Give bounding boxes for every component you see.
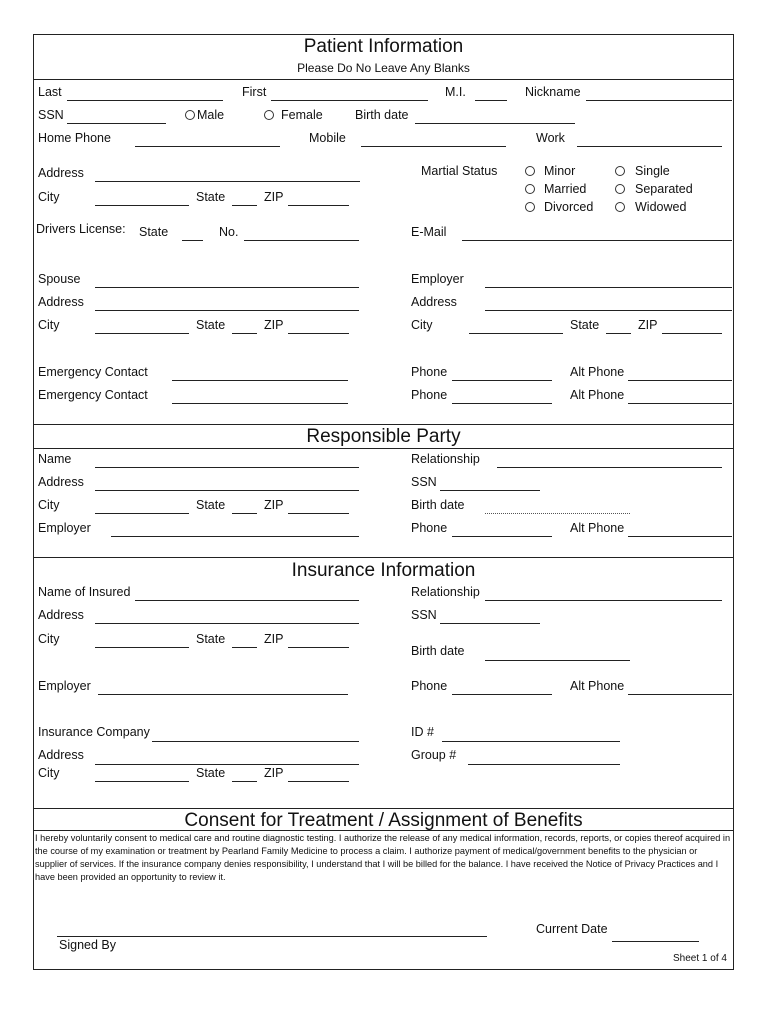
- ins-company-city-field[interactable]: [95, 781, 189, 782]
- sheet-number: Sheet 1 of 4: [673, 953, 727, 964]
- address-label: Address: [38, 166, 84, 180]
- emergency-alt-phone-2-field[interactable]: [628, 403, 732, 404]
- birth-date-label: Birth date: [355, 108, 409, 122]
- ins-company-zip-field[interactable]: [288, 781, 349, 782]
- single-label: Single: [635, 164, 670, 178]
- ins-id-label: ID #: [411, 725, 434, 739]
- employer-state-label: State: [570, 318, 600, 332]
- employer-address-label: Address: [411, 295, 457, 309]
- minor-label: Minor: [544, 164, 576, 178]
- rp-phone-field[interactable]: [452, 536, 552, 537]
- ins-company-city-label: City: [38, 766, 60, 780]
- ins-address-field[interactable]: [95, 623, 359, 624]
- rp-alt-phone-field[interactable]: [628, 536, 732, 537]
- spouse-field[interactable]: [95, 287, 359, 288]
- ins-relationship-field[interactable]: [485, 600, 722, 601]
- ins-company-zip-label: ZIP: [264, 766, 284, 780]
- ins-zip-label: ZIP: [264, 632, 284, 646]
- ins-id-field[interactable]: [442, 741, 620, 742]
- spouse-city-label: City: [38, 318, 60, 332]
- email-label: E-Mail: [411, 225, 447, 239]
- widowed-label: Widowed: [635, 200, 687, 214]
- employer-address-field[interactable]: [485, 310, 732, 311]
- emergency-alt-phone-1-label: Alt Phone: [570, 365, 625, 379]
- ins-group-label: Group #: [411, 748, 457, 762]
- emergency-alt-phone-1-field[interactable]: [628, 380, 732, 381]
- state-label: State: [196, 190, 226, 204]
- first-name-label: First: [242, 85, 267, 99]
- rp-alt-phone-label: Alt Phone: [570, 521, 625, 535]
- ins-name-label: Name of Insured: [38, 585, 131, 599]
- first-name-field[interactable]: [271, 100, 428, 101]
- signed-by-label: Signed By: [59, 938, 116, 952]
- current-date-label: Current Date: [536, 922, 608, 936]
- ins-zip-field[interactable]: [288, 647, 349, 648]
- rp-city-label: City: [38, 498, 60, 512]
- female-label: Female: [281, 108, 323, 122]
- section-divider: [33, 448, 734, 449]
- rp-ssn-field[interactable]: [440, 490, 540, 491]
- ins-state-field[interactable]: [232, 647, 257, 648]
- patient-section-title: Patient Information: [303, 36, 464, 57]
- minor-radio[interactable]: [525, 166, 535, 176]
- employer-zip-label: ZIP: [638, 318, 658, 332]
- emergency-phone-1-label: Phone: [411, 365, 448, 379]
- nickname-field[interactable]: [586, 100, 732, 101]
- ins-employer-field[interactable]: [98, 694, 348, 695]
- ins-company-address-label: Address: [38, 748, 84, 762]
- married-radio[interactable]: [525, 184, 535, 194]
- spouse-zip-label: ZIP: [264, 318, 284, 332]
- middle-initial-field[interactable]: [475, 100, 507, 101]
- dl-state-field[interactable]: [182, 240, 203, 241]
- rp-name-field[interactable]: [95, 467, 359, 468]
- rp-city-field[interactable]: [95, 513, 189, 514]
- ins-employer-label: Employer: [38, 679, 91, 693]
- signature-field[interactable]: [57, 936, 487, 937]
- section-divider: [33, 830, 734, 831]
- state-field[interactable]: [232, 205, 257, 206]
- ins-alt-phone-field[interactable]: [628, 694, 732, 695]
- rp-relationship-field[interactable]: [497, 467, 722, 468]
- city-label: City: [38, 190, 60, 204]
- nickname-label: Nickname: [525, 85, 581, 99]
- ssn-label: SSN: [38, 108, 64, 122]
- ins-company-state-label: State: [196, 766, 226, 780]
- home-phone-label: Home Phone: [38, 131, 111, 145]
- ins-city-field[interactable]: [95, 647, 189, 648]
- spouse-city-field[interactable]: [95, 333, 189, 334]
- spouse-address-label: Address: [38, 295, 84, 309]
- rp-birth-date-field[interactable]: [485, 513, 630, 514]
- rp-state-label: State: [196, 498, 226, 512]
- emergency-phone-2-field[interactable]: [452, 403, 552, 404]
- separated-radio[interactable]: [615, 184, 625, 194]
- married-label: Married: [544, 182, 587, 196]
- ins-state-label: State: [196, 632, 226, 646]
- rp-employer-field[interactable]: [111, 536, 359, 537]
- employer-label: Employer: [411, 272, 464, 286]
- middle-initial-label: M.I.: [445, 85, 466, 99]
- emergency-phone-2-label: Phone: [411, 388, 448, 402]
- ins-company-field[interactable]: [152, 741, 359, 742]
- last-name-field[interactable]: [67, 100, 223, 101]
- male-radio[interactable]: [185, 110, 195, 120]
- spouse-state-field[interactable]: [232, 333, 257, 334]
- ins-company-label: Insurance Company: [38, 725, 150, 739]
- ins-company-state-field[interactable]: [232, 781, 257, 782]
- ins-ssn-label: SSN: [411, 608, 437, 622]
- section-divider: [33, 424, 734, 425]
- city-field[interactable]: [95, 205, 189, 206]
- ins-birth-date-label: Birth date: [411, 644, 465, 658]
- rp-relationship-label: Relationship: [411, 452, 480, 466]
- ins-company-address-field[interactable]: [95, 764, 359, 765]
- female-radio[interactable]: [264, 110, 274, 120]
- zip-field[interactable]: [288, 205, 349, 206]
- consent-text: I hereby voluntarily consent to medical care and routine diagnostic testing. I authorize the release of any medical information, records, reports, or copies thereof acquired in the course of my examination or treatment by Pearland Family Medicine to process a claim. I authorize payment of medical/government benefits to the physician or supplier of services. If the insurance company denies responsibility, I understand that I will be billed for the balance. I have received the Notice of Privacy Practices and I have been provided an opportunity to review it.: [35, 833, 731, 882]
- ins-group-field[interactable]: [468, 764, 620, 765]
- rp-address-label: Address: [38, 475, 84, 489]
- emergency-contact-2-label: Emergency Contact: [38, 388, 148, 402]
- zip-label: ZIP: [264, 190, 284, 204]
- employer-field[interactable]: [485, 287, 732, 288]
- divorced-radio[interactable]: [525, 202, 535, 212]
- employer-state-field[interactable]: [606, 333, 631, 334]
- dl-number-label: No.: [219, 225, 239, 239]
- spouse-address-field[interactable]: [95, 310, 359, 311]
- dl-state-label: State: [139, 225, 169, 239]
- drivers-license-label: Drivers License:: [36, 222, 126, 236]
- current-date-field[interactable]: [612, 941, 699, 942]
- section-divider: [33, 79, 734, 80]
- single-radio[interactable]: [615, 166, 625, 176]
- separated-label: Separated: [635, 182, 693, 196]
- last-name-label: Last: [38, 85, 62, 99]
- ins-address-label: Address: [38, 608, 84, 622]
- ins-phone-label: Phone: [411, 679, 448, 693]
- responsible-section-title: Responsible Party: [306, 426, 461, 447]
- ins-name-field[interactable]: [135, 600, 359, 601]
- insurance-section-title: Insurance Information: [291, 560, 476, 581]
- section-divider: [33, 808, 734, 809]
- ssn-field[interactable]: [67, 123, 166, 124]
- employer-zip-field[interactable]: [662, 333, 722, 334]
- home-phone-field[interactable]: [135, 146, 280, 147]
- rp-state-field[interactable]: [232, 513, 257, 514]
- emergency-phone-1-field[interactable]: [452, 380, 552, 381]
- section-divider: [33, 557, 734, 558]
- ins-relationship-label: Relationship: [411, 585, 480, 599]
- marital-status-label: Martial Status: [421, 164, 498, 178]
- emergency-contact-1-label: Emergency Contact: [38, 365, 148, 379]
- rp-zip-field[interactable]: [288, 513, 349, 514]
- mobile-label: Mobile: [309, 131, 346, 145]
- work-phone-label: Work: [536, 131, 565, 145]
- patient-section-subtitle: Please Do No Leave Any Blanks: [297, 61, 470, 75]
- spouse-zip-field[interactable]: [288, 333, 349, 334]
- rp-phone-label: Phone: [411, 521, 448, 535]
- ins-phone-field[interactable]: [452, 694, 552, 695]
- mobile-field[interactable]: [361, 146, 506, 147]
- ins-alt-phone-label: Alt Phone: [570, 679, 625, 693]
- rp-ssn-label: SSN: [411, 475, 437, 489]
- rp-birth-date-label: Birth date: [411, 498, 465, 512]
- widowed-radio[interactable]: [615, 202, 625, 212]
- emergency-contact-1-field[interactable]: [172, 380, 348, 381]
- emergency-alt-phone-2-label: Alt Phone: [570, 388, 625, 402]
- emergency-contact-2-field[interactable]: [172, 403, 348, 404]
- work-phone-field[interactable]: [577, 146, 722, 147]
- consent-section-title: Consent for Treatment / Assignment of Benefits: [184, 810, 583, 831]
- male-label: Male: [197, 108, 225, 122]
- rp-employer-label: Employer: [38, 521, 91, 535]
- ins-city-label: City: [38, 632, 60, 646]
- dl-number-field[interactable]: [244, 240, 359, 241]
- employer-city-field[interactable]: [469, 333, 563, 334]
- divorced-label: Divorced: [544, 200, 594, 214]
- spouse-state-label: State: [196, 318, 226, 332]
- rp-address-field[interactable]: [95, 490, 359, 491]
- ins-birth-date-field[interactable]: [485, 660, 630, 661]
- address-field[interactable]: [95, 181, 360, 182]
- employer-city-label: City: [411, 318, 433, 332]
- rp-zip-label: ZIP: [264, 498, 284, 512]
- rp-name-label: Name: [38, 452, 72, 466]
- ins-ssn-field[interactable]: [440, 623, 540, 624]
- spouse-label: Spouse: [38, 272, 81, 286]
- birth-date-field[interactable]: [415, 123, 575, 124]
- email-field[interactable]: [462, 240, 732, 241]
